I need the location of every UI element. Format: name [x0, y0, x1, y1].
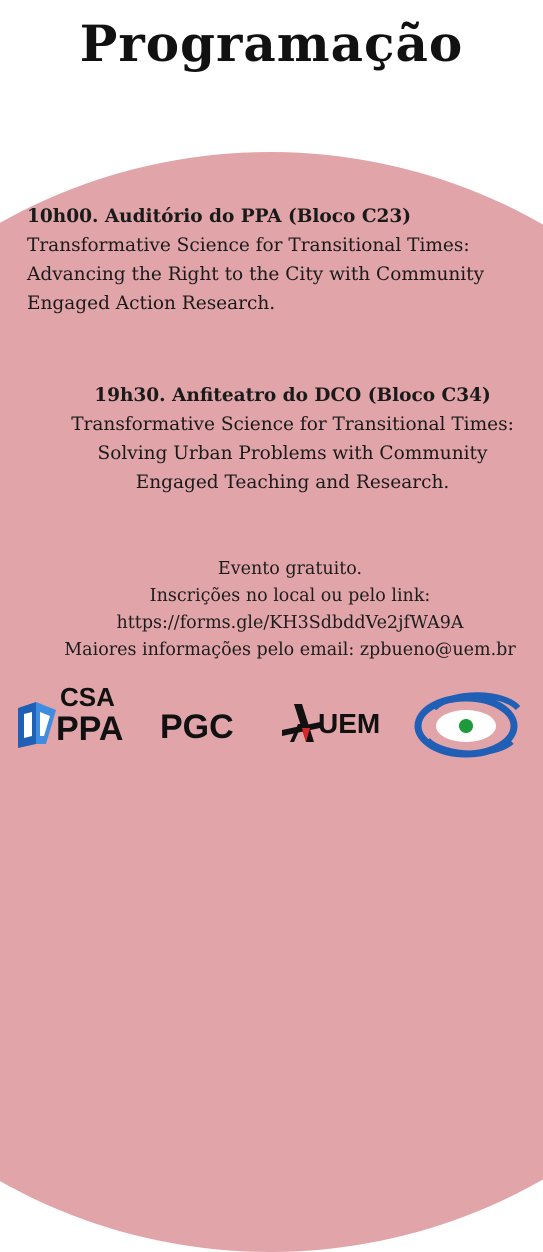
- session-morning: [27, 202, 537, 318]
- free-event-note: Evento gratuito.: [217, 559, 363, 579]
- registration-link[interactable]: https://forms.gle/KH3SdbddVe2jfWA9A: [116, 613, 464, 633]
- uem-text: UEM: [318, 708, 381, 739]
- orbit-emblem-icon: [414, 686, 524, 762]
- session-time-place: 19h30. Anfiteatro do DCO (Bloco C34): [94, 385, 491, 406]
- session-time-place: 10h00. Auditório do PPA (Bloco C23): [27, 206, 412, 227]
- uem-logo: [280, 702, 410, 752]
- registration-note: Inscrições no local ou pelo link:: [149, 586, 431, 606]
- event-info: [0, 556, 543, 664]
- contact-email[interactable]: Maiores informações pelo email: zpbueno@uem.br: [64, 640, 516, 660]
- csa-flag-icon: [16, 700, 60, 750]
- ppa-text: PPA: [56, 710, 124, 748]
- session-title-line: Engaged Teaching and Research.: [135, 472, 450, 493]
- csa-ppa-logo: [16, 682, 136, 754]
- pgc-logo: PGC: [160, 708, 234, 746]
- session-title-line: Solving Urban Problems with Community: [97, 443, 488, 464]
- csa-text: CSA: [60, 682, 115, 712]
- page-title: Programação: [79, 14, 464, 73]
- session-title-line: Engaged Action Research.: [27, 293, 276, 314]
- session-title-line: Transformative Science for Transitional Times:: [71, 414, 514, 435]
- session-title-line: Advancing the Right to the City with Community: [27, 264, 485, 285]
- orbit-logo: [414, 686, 524, 767]
- session-title-line: Transformative Science for Transitional Times:: [27, 235, 470, 256]
- sponsor-logos: [0, 678, 543, 768]
- session-evening: [0, 381, 543, 497]
